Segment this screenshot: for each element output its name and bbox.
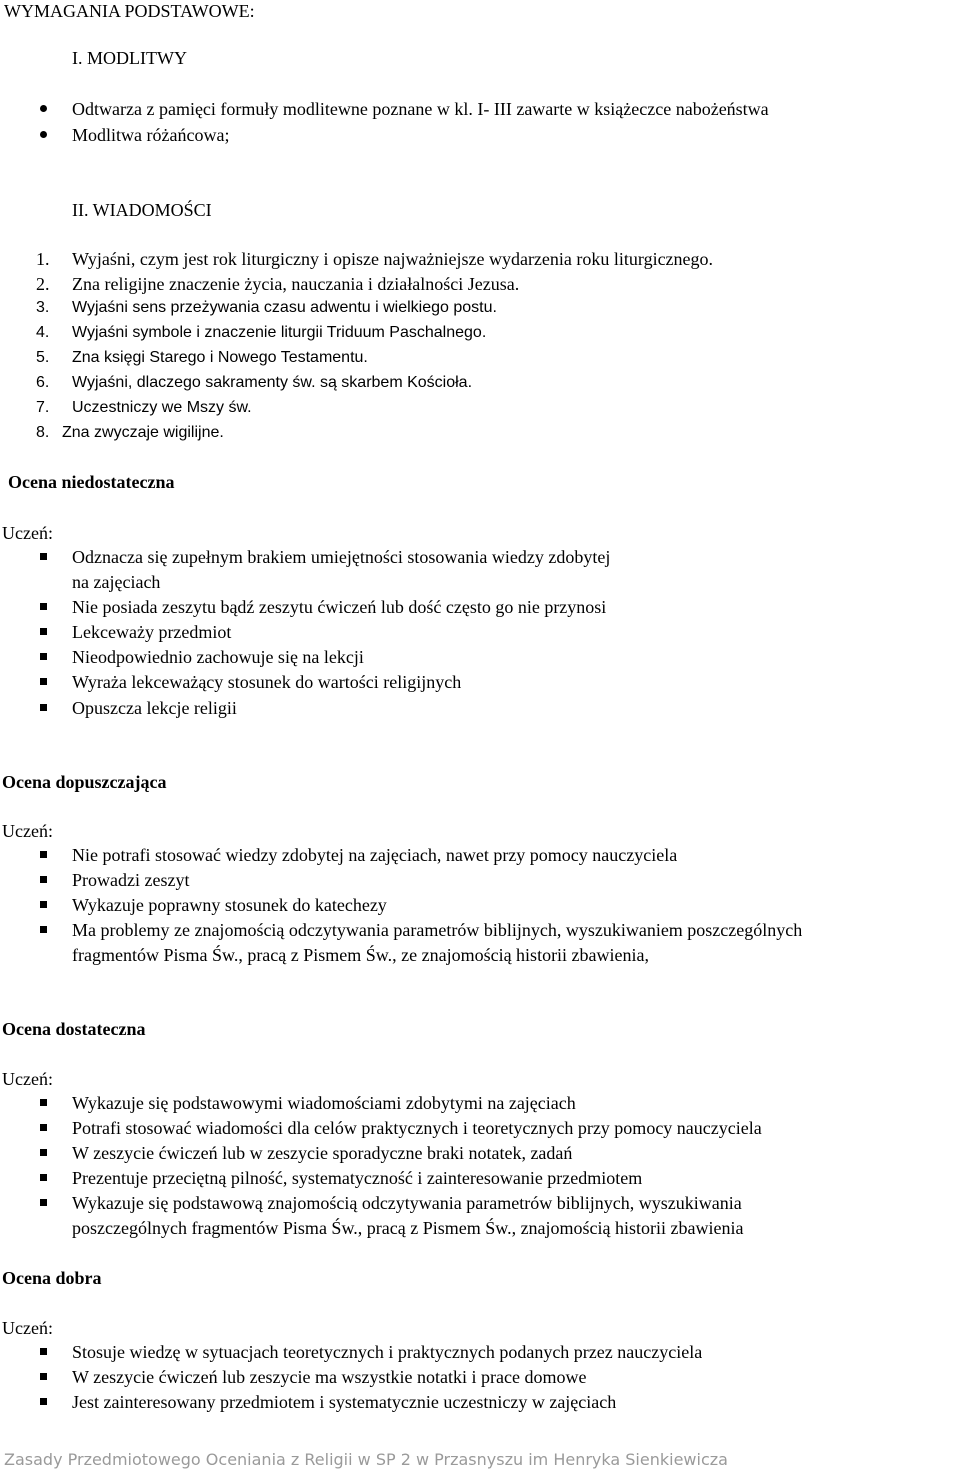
list-item: Nie posiada zeszytu bądź zeszytu ćwiczeń lub dość często go nie przynosi [72, 597, 607, 617]
list-item: Lekceważy przedmiot [72, 622, 232, 642]
list-item: poszczególnych fragmentów Pisma Św., pracą z Pismem Św., znajomością historii zbawienia [72, 1218, 744, 1238]
list-item: Wyjaśni, czym jest rok liturgiczny i opisze najważniejsze wydarzenia roku liturgicznego. [72, 249, 714, 269]
bullet-square-icon [40, 926, 47, 933]
list-item: W zeszycie ćwiczeń lub w zeszycie sporadyczne braki notatek, zadań [72, 1143, 573, 1163]
list-number: 1. [36, 249, 50, 269]
list-item: Ma problemy ze znajomością odczytywania parametrów biblijnych, wyszukiwaniem poszczególnych [72, 920, 803, 940]
bullet-square-icon [40, 901, 47, 908]
grade-heading: Ocena niedostateczna [8, 472, 175, 492]
list-item: Zna księgi Starego i Nowego Testamentu. [72, 349, 368, 366]
bullet-dot-icon [40, 105, 47, 112]
bullet-square-icon [40, 678, 47, 685]
list-item: Zna zwyczaje wigilijne. [62, 424, 224, 441]
list-number: 6. [36, 374, 50, 391]
list-item: Nieodpowiednio zachowuje się na lekcji [72, 647, 364, 667]
list-item: Odtwarza z pamięci formuły modlitewne poznane w kl. I- III zawarte w książeczce nabożeństwa [72, 99, 769, 119]
list-item: Wyjaśni sens przeżywania czasu adwentu i wielkiego postu. [72, 299, 497, 316]
bullet-square-icon [40, 653, 47, 660]
bullet-square-icon [40, 553, 47, 560]
list-item: Zna religijne znaczenie życia, nauczania i działalności Jezusa. [72, 274, 520, 294]
bullet-square-icon [40, 876, 47, 883]
bullet-square-icon [40, 1199, 47, 1206]
bullet-square-icon [40, 1174, 47, 1181]
list-item: Wyjaśni, dlaczego sakramenty św. są skarbem Kościoła. [72, 374, 473, 391]
list-item: Wyraża lekceważący stosunek do wartości religijnych [72, 672, 462, 692]
bullet-square-icon [40, 1348, 47, 1355]
list-item: Stosuje wiedzę w sytuacjach teoretycznych i praktycznych podanych przez nauczyciela [72, 1342, 703, 1362]
list-item: Jest zainteresowany przedmiotem i systematycznie uczestniczy w zajęciach [72, 1392, 617, 1412]
list-item: Potrafi stosować wiadomości dla celów praktycznych i teoretycznych przy pomocy nauczyciela [72, 1118, 762, 1138]
bullet-square-icon [40, 628, 47, 635]
grade-heading: Ocena dopuszczająca [2, 772, 167, 792]
bullet-square-icon [40, 704, 47, 711]
bullet-square-icon [40, 851, 47, 858]
bullet-dot-icon [40, 131, 47, 138]
bullet-square-icon [40, 1149, 47, 1156]
student-label: Uczeń: [2, 821, 53, 841]
list-item: Wykazuje się podstawowymi wiadomościami zdobytymi na zajęciach [72, 1093, 576, 1113]
grade-heading: Ocena dostateczna [2, 1019, 146, 1039]
list-number: 8. [36, 424, 50, 441]
bullet-square-icon [40, 1124, 47, 1131]
list-number: 5. [36, 349, 50, 366]
list-item: na zajęciach [72, 572, 161, 592]
document-title: WYMAGANIA PODSTAWOWE: [4, 1, 255, 21]
list-number: 7. [36, 399, 50, 416]
list-number: 4. [36, 324, 50, 341]
list-item: Nie potrafi stosować wiedzy zdobytej na zajęciach, nawet przy pomocy nauczyciela [72, 845, 678, 865]
list-item: Prezentuje przeciętną pilność, systematyczność i zainteresowanie przedmiotem [72, 1168, 643, 1188]
bullet-square-icon [40, 603, 47, 610]
bullet-square-icon [40, 1373, 47, 1380]
list-item: Modlitwa różańcowa; [72, 125, 230, 145]
bullet-square-icon [40, 1398, 47, 1405]
section-heading-prayers: I. MODLITWY [72, 48, 187, 68]
list-number: 3. [36, 299, 50, 316]
list-number: 2. [36, 274, 50, 294]
list-item: Prowadzi zeszyt [72, 870, 190, 890]
page-footer: Zasady Przedmiotowego Oceniania z Religii w SP 2 w Przasnyszu im Henryka Sienkiewicza [4, 1450, 728, 1469]
student-label: Uczeń: [2, 1318, 53, 1338]
list-item: Uczestniczy we Mszy św. [72, 399, 252, 416]
list-item: Wykazuje poprawny stosunek do katechezy [72, 895, 387, 915]
list-item: Odznacza się zupełnym brakiem umiejętności stosowania wiedzy zdobytej [72, 547, 611, 567]
list-item: Wykazuje się podstawową znajomością odczytywania parametrów biblijnych, wyszukiwania [72, 1193, 742, 1213]
bullet-square-icon [40, 1099, 47, 1106]
student-label: Uczeń: [2, 1069, 53, 1089]
list-item: fragmentów Pisma Św., pracą z Pismem Św., ze znajomością historii zbawienia, [72, 945, 650, 965]
grade-heading: Ocena dobra [2, 1268, 102, 1288]
section-heading-knowledge: II. WIADOMOŚCI [72, 200, 212, 220]
list-item: Wyjaśni symbole i znaczenie liturgii Triduum Paschalnego. [72, 324, 487, 341]
list-item: W zeszycie ćwiczeń lub zeszycie ma wszystkie notatki i prace domowe [72, 1367, 587, 1387]
student-label: Uczeń: [2, 523, 53, 543]
list-item: Opuszcza lekcje religii [72, 698, 237, 718]
